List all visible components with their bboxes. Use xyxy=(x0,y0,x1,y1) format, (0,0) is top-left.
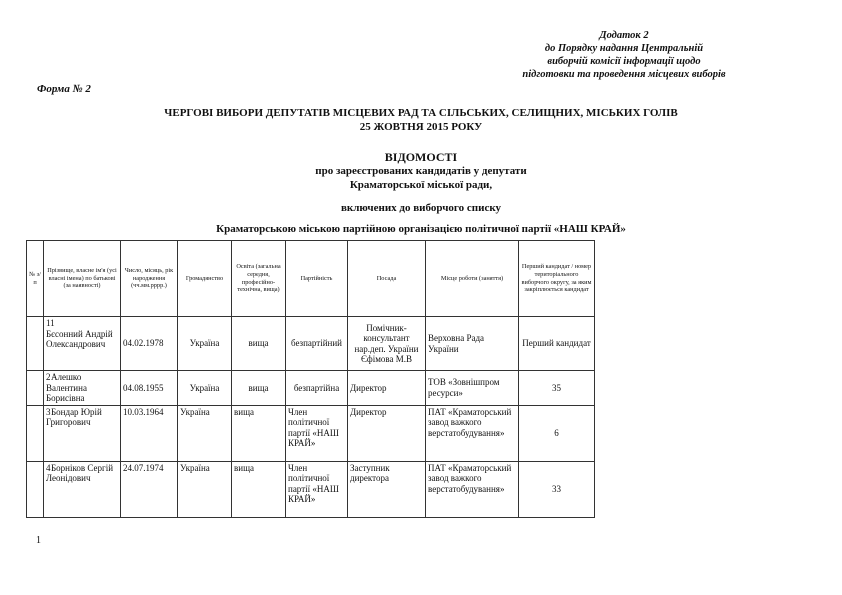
heading-line: ЧЕРГОВІ ВИБОРИ ДЕПУТАТІВ МІСЦЕВИХ РАД ТА СІЛЬСЬКИХ, СЕЛИЩНИХ, МІСЬКИХ ГОЛІВ xyxy=(164,107,678,119)
candidate-district: Перший кандидат xyxy=(519,317,595,371)
candidate-workplace: ПАТ «Краматорський завод важкого верстатобудування» xyxy=(426,405,519,461)
candidate-dob: 10.03.1964 xyxy=(121,405,178,461)
appendix-line: до Порядку надання Центральній xyxy=(544,43,704,54)
candidates-table xyxy=(26,240,595,518)
table-row xyxy=(27,461,595,517)
candidate-name: 3Бондар Юрій Григорович xyxy=(44,405,121,461)
candidate-citizenship: Україна xyxy=(178,461,232,517)
candidate-education: вища xyxy=(232,461,286,517)
candidate-citizenship: Україна xyxy=(178,371,232,406)
heading-date: 25 ЖОВТНЯ 2015 РОКУ xyxy=(359,121,483,133)
candidate-workplace: ТОВ «Зовнішпром ресурси» xyxy=(426,371,519,406)
row-number xyxy=(27,461,44,517)
appendix-line: виборчій комісії інформації щодо xyxy=(547,56,701,67)
candidate-citizenship: Україна xyxy=(178,317,232,371)
header-cell: Прізвище, власне ім'я (усі власні імена) по батькові (за наявності) xyxy=(44,241,121,317)
election-heading xyxy=(0,106,842,134)
header-cell: Число, місяць, рік народження (чч.мм.рррр.) xyxy=(121,241,178,317)
header-cell: № з/п xyxy=(27,241,44,317)
title-line: про зареєстрованих кандидатів у депутати xyxy=(315,165,527,177)
header-cell: Місце роботи (заняття) xyxy=(426,241,519,317)
candidate-name: 11 Бєсонний Андрій Олександрович xyxy=(44,317,121,371)
title-line: Краматорською міською партійною організацією політичної партії «НАШ КРАЙ» xyxy=(216,223,626,235)
document-title xyxy=(0,150,842,236)
candidate-position: Помічник-консультант нар.деп. України Єфімова М.В xyxy=(348,317,426,371)
candidate-name: 4Борніков Сергій Леонідович xyxy=(44,461,121,517)
form-label: Форма № 2 xyxy=(37,83,91,95)
table-row xyxy=(27,317,595,371)
table-header-row xyxy=(27,241,595,317)
candidate-education: вища xyxy=(232,405,286,461)
title-main: ВІДОМОСТІ xyxy=(384,150,458,164)
row-number xyxy=(27,371,44,406)
candidate-party: Член політичної партії «НАШ КРАЙ» xyxy=(286,405,348,461)
page-number: 1 xyxy=(36,535,41,546)
candidate-dob: 24.07.1974 xyxy=(121,461,178,517)
candidate-party: безпартійна xyxy=(286,371,348,406)
table-row xyxy=(27,371,595,406)
row-number xyxy=(27,317,44,371)
title-line: Краматорської міської ради, xyxy=(349,179,493,191)
header-cell: Освіта (загальна середня, професійно-технічна, вища) xyxy=(232,241,286,317)
candidate-district: 35 xyxy=(519,371,595,406)
candidate-education: вища xyxy=(232,317,286,371)
appendix-line: Додаток 2 xyxy=(599,30,649,41)
candidate-position: Директор xyxy=(348,405,426,461)
header-cell: Перший кандидат / номер територіального виборчого округу, за яким закріплюється кандидат xyxy=(519,241,595,317)
header-cell: Партійність xyxy=(286,241,348,317)
candidate-position: Заступник директора xyxy=(348,461,426,517)
candidate-education: вища xyxy=(232,371,286,406)
title-line: включених до виборчого списку xyxy=(340,202,502,214)
candidate-workplace: Верховна Рада України xyxy=(426,317,519,371)
appendix-line: підготовки та проведення місцевих виборів xyxy=(522,69,726,80)
appendix-note xyxy=(474,29,774,81)
table-row xyxy=(27,405,595,461)
candidate-party: безпартійний xyxy=(286,317,348,371)
candidate-name: 2Алешко Валентина Борисівна xyxy=(44,371,121,406)
candidate-dob: 04.08.1955 xyxy=(121,371,178,406)
header-cell: Посада xyxy=(348,241,426,317)
header-cell: Громадянство xyxy=(178,241,232,317)
candidate-district: 6 xyxy=(519,405,595,461)
candidate-workplace: ПАТ «Краматорський завод важкого верстатобудування» xyxy=(426,461,519,517)
candidate-position: Директор xyxy=(348,371,426,406)
candidate-district: 33 xyxy=(519,461,595,517)
candidate-party: Член політичної партії «НАШ КРАЙ» xyxy=(286,461,348,517)
candidate-dob: 04.02.1978 xyxy=(121,317,178,371)
row-number xyxy=(27,405,44,461)
candidate-citizenship: Україна xyxy=(178,405,232,461)
